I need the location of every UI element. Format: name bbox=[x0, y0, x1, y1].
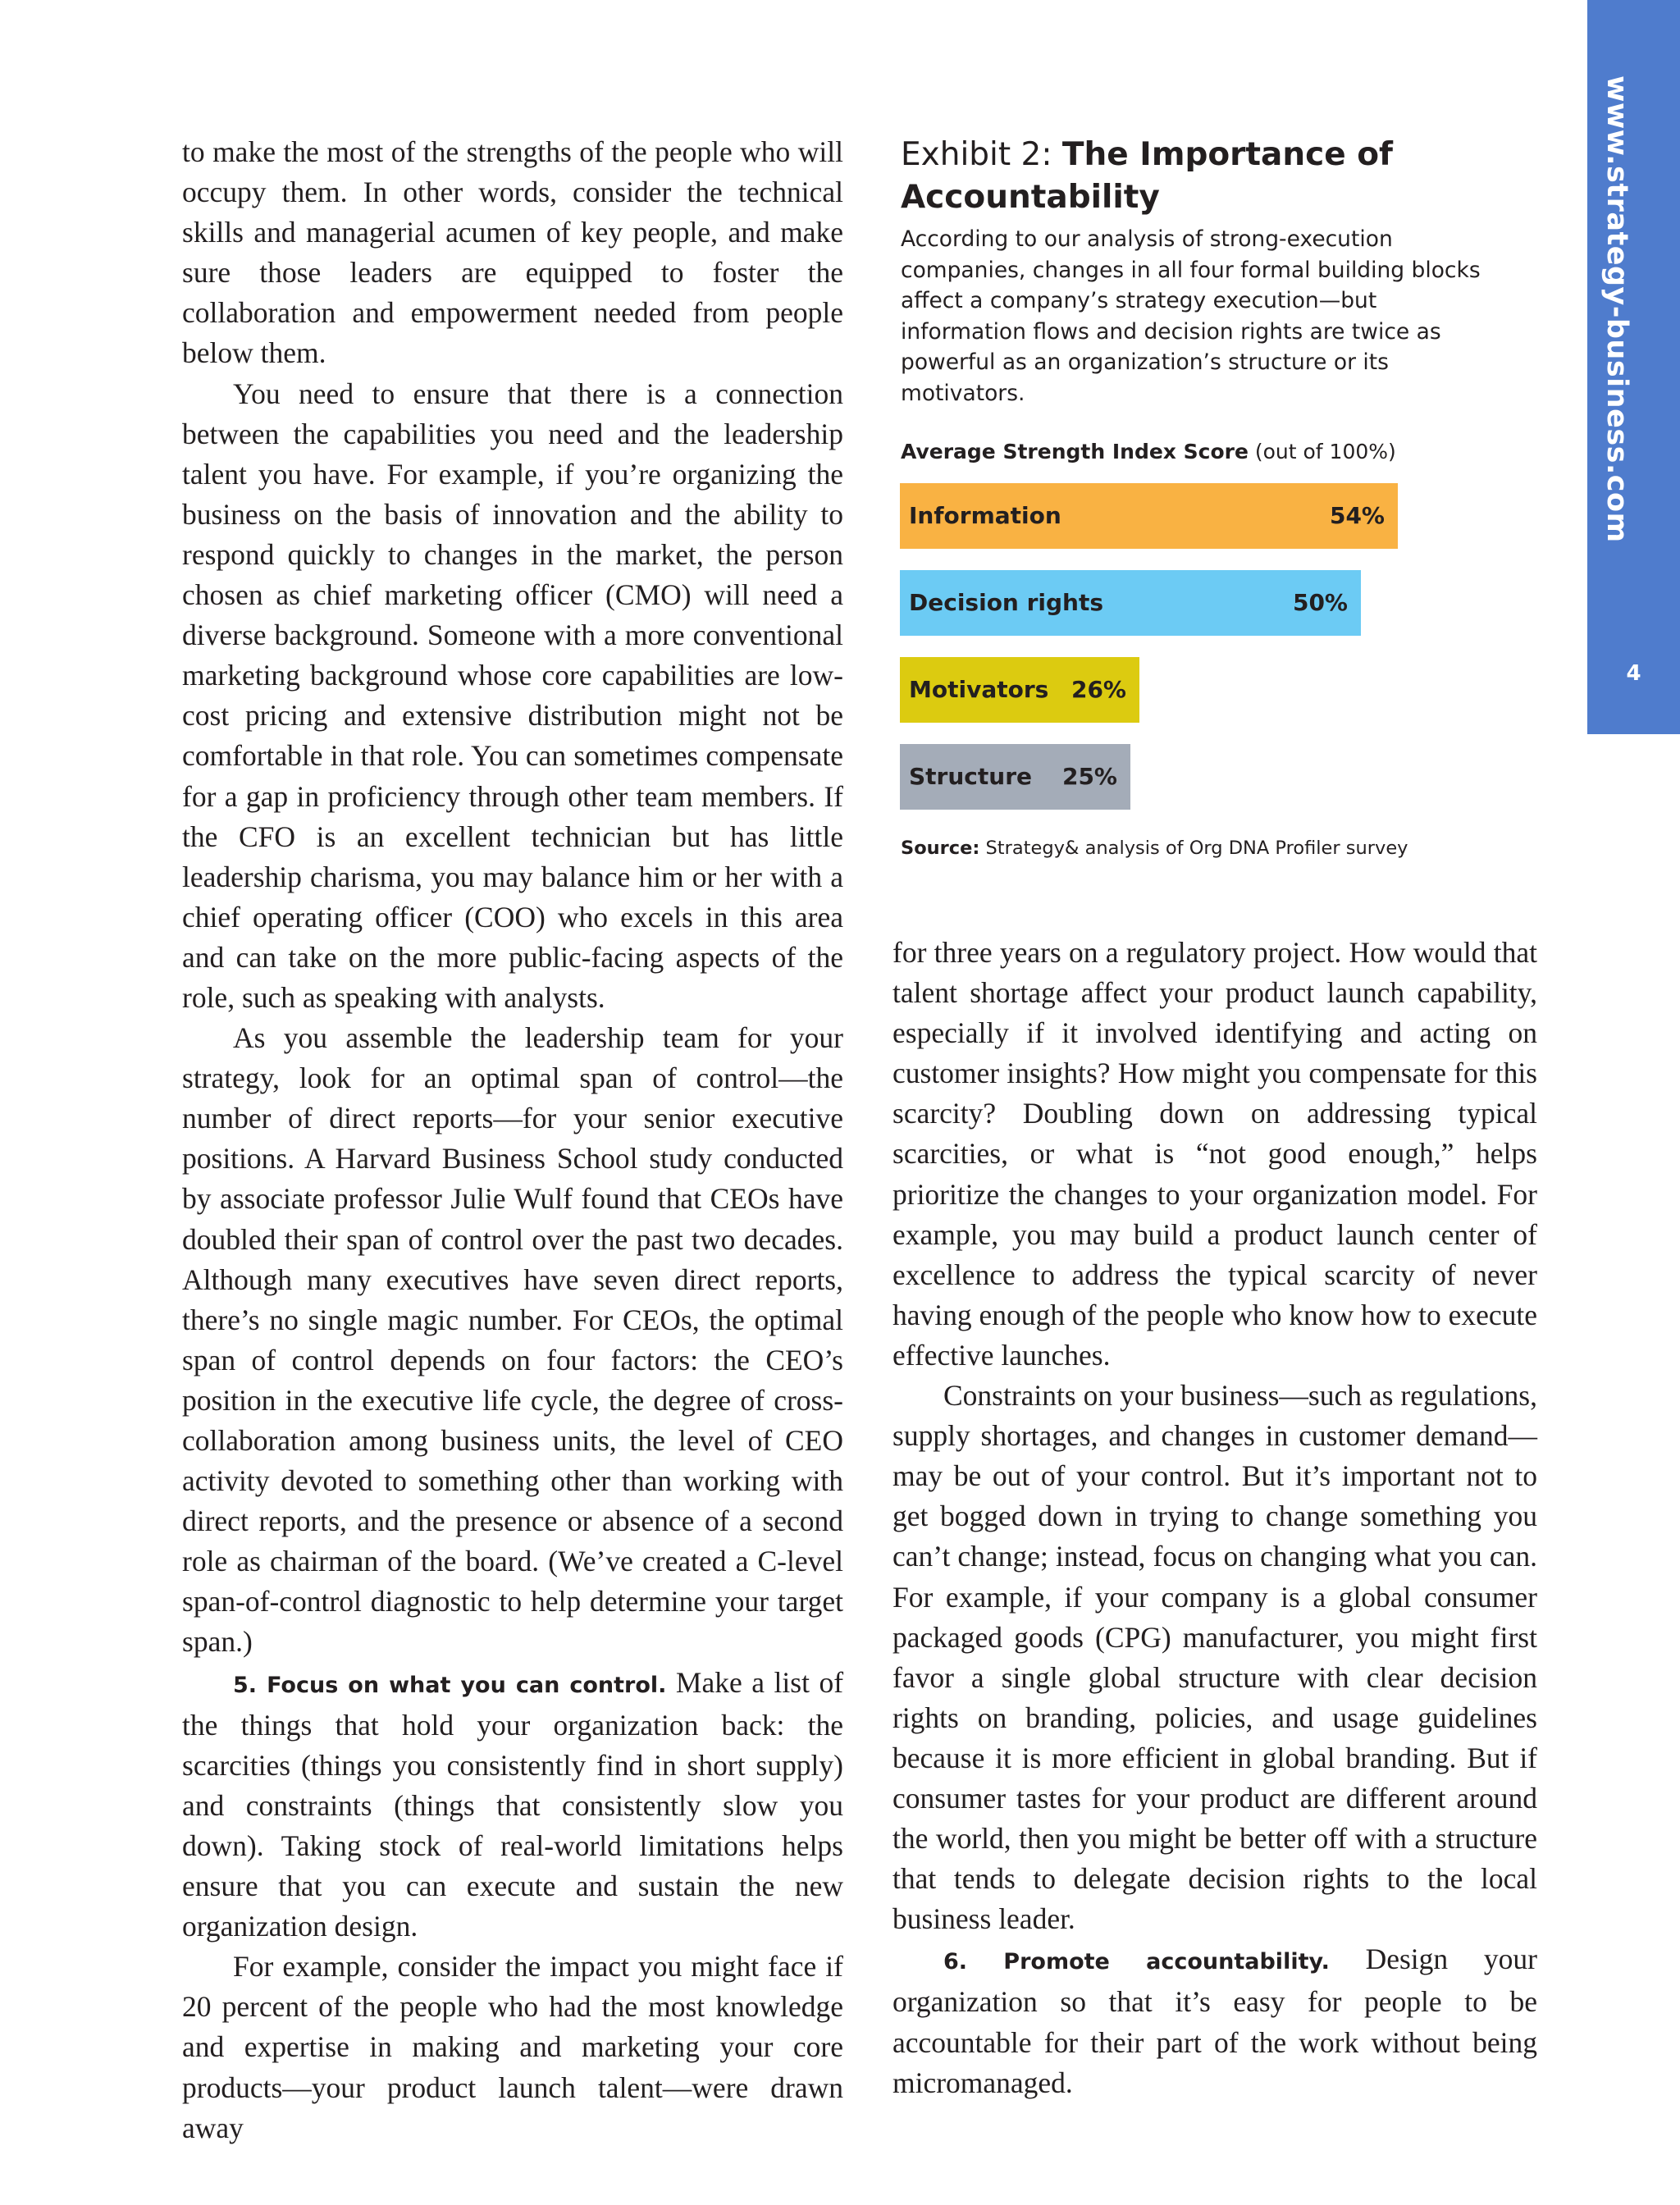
left-paragraph-4-body: Make a list of the things that hold your organization back: the scarcities (things you consistently find in short supply) and constraints (things that consistently slow you down). Taking stock of real-world limitations helps ensure that you can execute and sustain the new organization design. bbox=[182, 1665, 844, 1943]
left-paragraph-4 bbox=[182, 1663, 843, 1947]
source-text: Strategy& analysis of Org DNA Profiler survey bbox=[979, 838, 1408, 859]
bar-label-decision-rights: Decision rights bbox=[909, 589, 1104, 616]
exhibit-title-prefix: Exhibit 2: bbox=[901, 136, 1062, 173]
bar-value-motivators: 26% bbox=[1071, 676, 1126, 703]
section-heading-6: 6. Promote accountability. bbox=[943, 1949, 1330, 1975]
chart-title bbox=[901, 440, 1396, 463]
bar-decision-rights bbox=[900, 570, 1361, 636]
bar-label-motivators: Motivators bbox=[909, 676, 1049, 703]
chart-title-bold: Average Strength Index Score bbox=[901, 440, 1249, 463]
page-number: 4 bbox=[1626, 661, 1641, 686]
chart-title-suffix: (out of 100%) bbox=[1248, 440, 1396, 463]
bar-value-structure: 25% bbox=[1061, 763, 1117, 790]
exhibit-description: According to our analysis of strong-execution companies, changes in all four formal building blocks affect a company’s strategy execution—but information flows and decision rights are twice as powerful as an organization’s structure or its motivators. bbox=[901, 226, 1481, 406]
right-column bbox=[892, 933, 1537, 2103]
left-paragraph-1: to make the most of the strengths of the people who will occupy them. In other words, consider the technical skills and managerial acumen of key people, and make sure those leaders are equipped to foster the collaboration and empowerment needed from people below them. bbox=[182, 135, 843, 370]
right-paragraph-3-body: Design your organization so that it’s easy for people to be accountable for their part of the work without being micromanaged. bbox=[892, 1942, 1537, 2099]
bar-value-information: 54% bbox=[1329, 502, 1385, 529]
bar-label-structure: Structure bbox=[909, 763, 1033, 790]
right-paragraph-1: for three years on a regulatory project. How would that talent shortage affect your product launch capability, especially if it involved identifying and acting on customer insights? How might you compensate for this scarcity? Doubling down on addressing typical scarcities, or what is “not good enough,” helps prioritize the changes to your organization model. For example, you may build a product launch center of excellence to address the typical scarcity of never having enough of the people who know how to execute effective launches. bbox=[892, 936, 1537, 1372]
left-paragraph-3: As you assemble the leadership team for your strategy, look for an optimal span of control—the number of direct reports—for your senior executive positions. A Harvard Business School study conducted by associate professor Julie Wulf found that CEOs have doubled their span of control over the past two decades. Although many executives have seven direct reports, there’s no single magic number. For CEOs, the optimal span of control depends on four factors: the CEO’s position in the executive life cycle, the degree of cross-collaboration among business units, the level of CEO activity devoted to something other than working with direct reports, and the presence or absence of a second role as chairman of the board. (We’ve created a C-level span-of-control diagnostic to help determine your target span.) bbox=[182, 1021, 843, 1659]
bar-structure bbox=[900, 744, 1130, 810]
source-note bbox=[901, 838, 1408, 859]
left-paragraph-5: For example, consider the impact you might face if 20 percent of the people who had the most knowledge and expertise in making and marketing your core products—your product launch talent—were drawn away bbox=[182, 1950, 843, 2144]
bar-value-decision-rights: 50% bbox=[1292, 589, 1348, 616]
exhibit bbox=[901, 134, 1491, 409]
right-paragraph-2: Constraints on your business—such as regulations, supply shortages, and changes in customer demand—may be out of your control. But it’s important not to get bogged down in trying to change something you can’t change; instead, focus on changing what you can. For example, if your company is a global consumer packaged goods (CPG) manufacturer, you might first favor a single global structure with clear decision rights on branding, policies, and usage guidelines because it is more efficient in global branding. But if consumer tastes for your product are different around the world, then you might be better off with a structure that tends to delegate decision rights to the local business leader. bbox=[892, 1379, 1537, 1936]
site-url: www.strategy-business.com bbox=[1600, 75, 1633, 543]
right-paragraph-3 bbox=[892, 1939, 1537, 2102]
exhibit-title-bold: The Importance of Accountability bbox=[901, 136, 1394, 216]
source-label: Source: bbox=[901, 838, 980, 859]
bar-motivators bbox=[900, 657, 1139, 723]
left-column bbox=[182, 132, 843, 2148]
bar-information bbox=[900, 483, 1398, 549]
bar-label-information: Information bbox=[909, 502, 1061, 529]
section-heading-5: 5. Focus on what you can control. bbox=[233, 1672, 667, 1698]
exhibit-title bbox=[901, 134, 1491, 219]
left-paragraph-2: You need to ensure that there is a connection between the capabilities you need and the leadership talent you have. For example, if you’re organizing the business on the basis of innovation and the ability to respond quickly to changes in the market, the person chosen as chief marketing officer (CMO) will need a diverse background. Someone with a more conventional marketing background whose core capabilities are low-cost pricing and extensive distribution might not be comfortable in that role. You can sometimes compensate for a gap in proficiency through other team members. If the CFO is an excellent technician but has little leadership charisma, you may balance him or her with a chief operating officer (COO) who excels in this area and can take on the more public-facing aspects of the role, such as speaking with analysts. bbox=[182, 377, 843, 1014]
